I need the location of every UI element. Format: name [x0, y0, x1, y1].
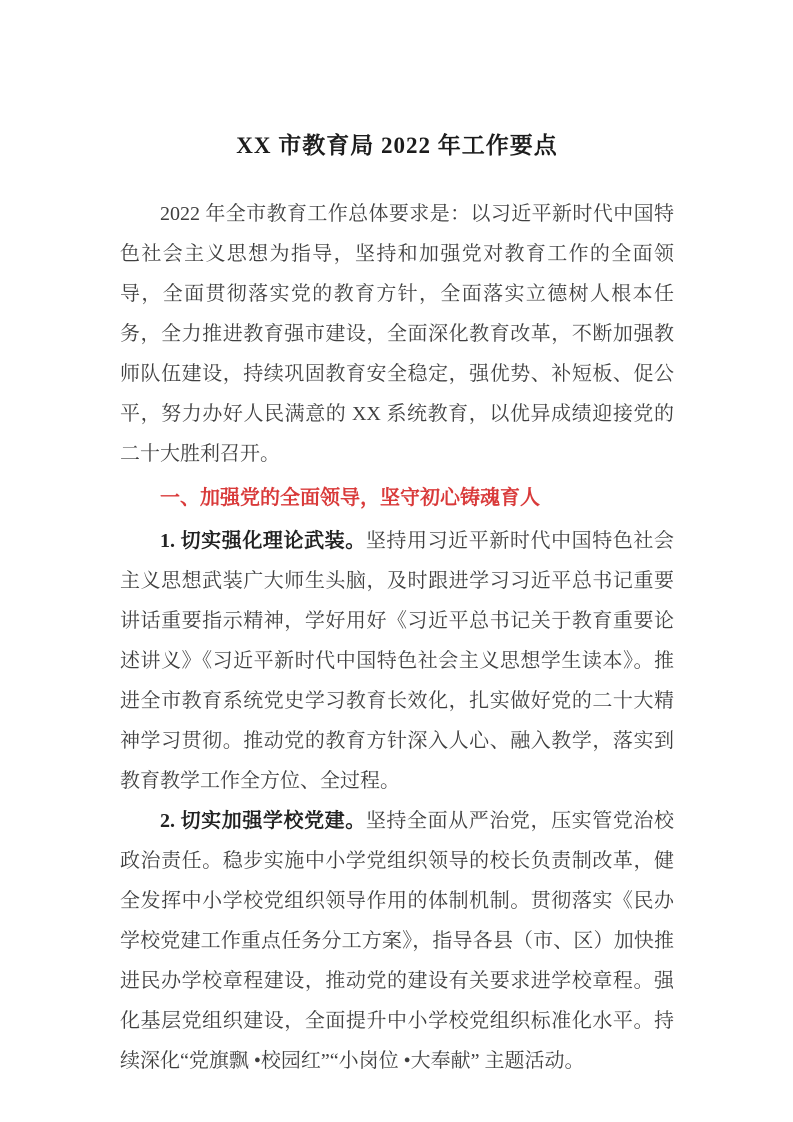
intro-paragraph: 2022 年全市教育工作总体要求是：以习近平新时代中国特色社会主义思想为指导，坚持和加强党对教育工作的全面领导，全面贯彻落实党的教育方针，全面落实立德树人根本任务，全力推进教育强市建设，全面深化教育改革，不断加强教师队伍建设，持续巩固教育安全稳定，强优势、补短板、促公平，努力办好人民满意的 XX 系统教育，以优异成绩迎接党的二十大胜利召开。: [120, 203, 674, 465]
paragraph-item-1-text: 坚持用习近平新时代中国特色社会主义思想武装广大师生头脑，及时跟进学习习近平总书记重要讲话重要指示精神，学好用好《习近平总书记关于教育重要论述讲义》《习近平新时代中国特色社会主义思想学生读本》。推进全市教育系统党史学习教育长效化，扎实做好党的二十大精神学习贯彻。推动党的教育方针深入人心、融入教学，落实到教育教学工作全方位、全过程。: [120, 530, 675, 792]
paragraph-item-2: [120, 801, 674, 1081]
section-heading-1: 一、加强党的全面领导，坚守初心铸魂育人: [160, 487, 540, 509]
paragraph-item-2-lead: 2. 切实加强学校党建。: [160, 810, 366, 832]
paragraph-item-1: [120, 521, 674, 801]
paragraph-item-1-lead: 1. 切实强化理论武装。: [160, 530, 366, 552]
document-title: XX 市教育局 2022 年工作要点: [236, 133, 558, 158]
paragraph-item-2-text: 坚持全面从严治党，压实管党治校政治责任。稳步实施中小学党组织领导的校长负责制改革，健全发挥中小学校党组织领导作用的体制机制。贯彻落实《民办学校党建工作重点任务分工方案》，指导各县（市、区）加快推进民办学校章程建设，推动党的建设有关要求进学校章程。强化基层党组织建设，全面提升中小学校党组织标准化水平。持续深化“党旗飘 •校园红”“小岗位 •大奉献” 主题活动。: [120, 810, 675, 1072]
